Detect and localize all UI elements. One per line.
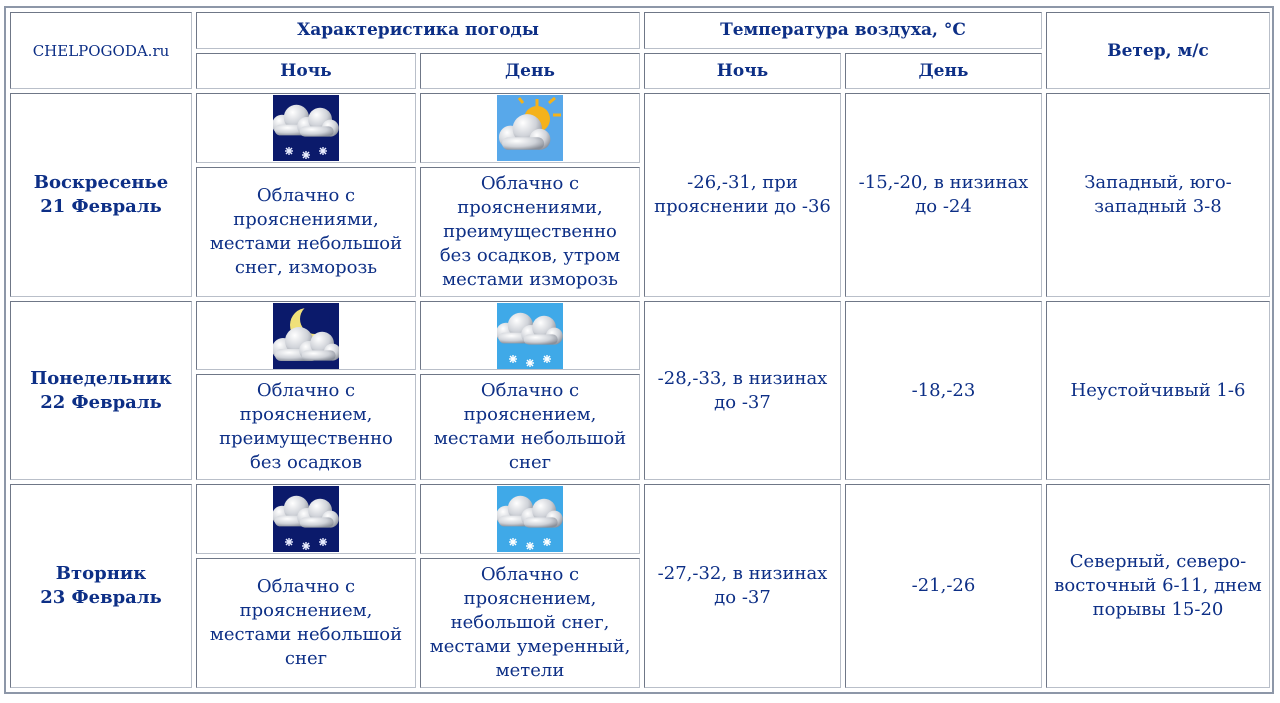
day-icon-cell <box>420 484 640 553</box>
wind: Северный, северо-восточный 6-11, днем порывы 15-20 <box>1046 484 1270 688</box>
day-description: Облачно с прояснениями, преимущественно без осадков, утром местами изморозь <box>420 167 640 297</box>
day-name: Вторник <box>55 563 147 585</box>
day-icon-cell <box>420 301 640 370</box>
site-brand: CHELPOGODA.ru <box>10 12 192 89</box>
wind: Западный, юго-западный 3-8 <box>1046 93 1270 297</box>
day-description: Облачно с прояснением, местами небольшой снег <box>420 374 640 480</box>
temp-day: -21,-26 <box>845 484 1042 688</box>
day-date: 22 Февраль <box>40 391 162 413</box>
header-wind: Ветер, м/с <box>1046 12 1270 89</box>
cloud-snow-night-icon <box>273 486 339 552</box>
cloud-snow-day-icon <box>497 303 563 369</box>
header-weather-day: День <box>420 53 640 90</box>
cloud-snow-night-icon <box>273 95 339 161</box>
header-temp-night: Ночь <box>644 53 841 90</box>
temp-day: -18,-23 <box>845 301 1042 480</box>
night-description: Облачно с прояснением, преимущественно без осадков <box>196 374 416 480</box>
wind: Неустойчивый 1-6 <box>1046 301 1270 480</box>
night-icon-cell <box>196 93 416 162</box>
day-date: 21 Февраль <box>40 196 162 218</box>
header-temp-day: День <box>845 53 1042 90</box>
weather-table-frame <box>4 6 1274 694</box>
night-icon-cell <box>196 301 416 370</box>
night-icon-cell <box>196 484 416 553</box>
day-icon-cell <box>420 93 640 162</box>
temp-night: -26,-31, при прояснении до -36 <box>644 93 841 297</box>
day-name: Понедельник <box>30 367 172 389</box>
day-label <box>10 93 192 297</box>
cloud-snow-day-icon <box>497 486 563 552</box>
day-name: Воскресенье <box>33 172 169 194</box>
night-description: Облачно с прояснениями, местами небольшой снег, изморозь <box>196 167 416 297</box>
header-temperature: Температура воздуха, °С <box>644 12 1042 49</box>
sun-cloud-icon <box>497 95 563 161</box>
moon-cloud-icon <box>273 303 339 369</box>
day-date: 23 Февраль <box>40 587 162 609</box>
day-label <box>10 484 192 688</box>
header-weather-night: Ночь <box>196 53 416 90</box>
night-description: Облачно с прояснением, местами небольшой снег <box>196 558 416 688</box>
header-weather: Характеристика погоды <box>196 12 640 49</box>
weather-forecast-table <box>6 8 1274 692</box>
day-label <box>10 301 192 480</box>
temp-day: -15,-20, в низинах до -24 <box>845 93 1042 297</box>
temp-night: -28,-33, в низинах до -37 <box>644 301 841 480</box>
temp-night: -27,-32, в низинах до -37 <box>644 484 841 688</box>
day-description: Облачно с прояснением, небольшой снег, местами умеренный, метели <box>420 558 640 688</box>
